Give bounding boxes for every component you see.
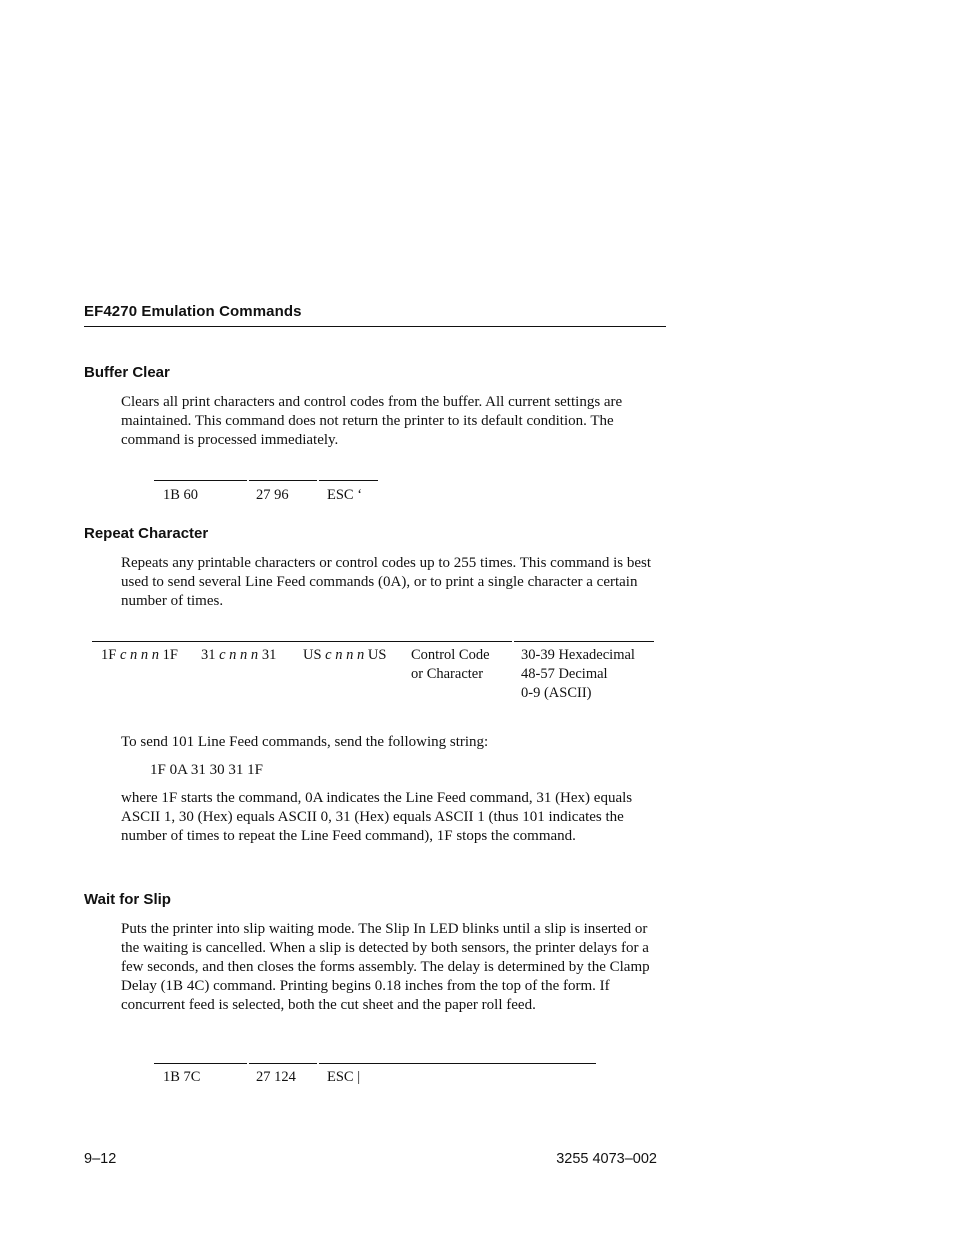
table-rule [514,641,654,642]
repeat-character-description: Repeats any printable characters or control codes up to 255 times. This command is best used to send several Line Feed commands (0A), or to print a single character a certain number of times. [121,555,652,609]
buffer-clear-code-table [154,480,378,510]
header-rule [84,326,666,327]
section-title-buffer-clear: Buffer Clear [84,364,170,381]
page-number: 9–12 [84,1151,117,1167]
example-explanation: where 1F starts the command, 0A indicates the Line Feed command, 31 (Hex) equals ASCII 1, 30 (Hex) equals ASCII 0, 31 (Hex) equals ASCII 1 (thus 101 indicates the number of times to repeat the Line Feed command), 1F stops the command. [121,790,633,844]
param-n-description: 30-39 Hexadecimal 48-57 Decimal 0-9 (ASCII) [521,647,635,701]
decimal-code: 27 124 [256,1069,296,1085]
hex-code: 1F c n n n 1F [101,647,178,663]
section-title-repeat-character: Repeat Character [84,525,209,542]
table-rule [154,480,247,481]
buffer-clear-description: Clears all print characters and control codes from the buffer. All current settings are maintained. This command does not return the printer to its default condition. The command is processed immediately. [121,394,623,448]
section-title-wait-for-slip: Wait for Slip [84,891,171,908]
document-number: 3255 4073–002 [556,1151,657,1167]
table-rule [154,1063,247,1064]
page-header-title: EF4270 Emulation Commands [84,303,302,320]
hex-code: 1B 60 [163,487,199,503]
wait-for-slip-code-table [154,1063,596,1093]
table-rule [319,480,378,481]
table-rule [249,480,317,481]
decimal-code: 31 c n n n 31 [201,647,277,663]
example-string: 1F 0A 31 30 31 1F [150,762,263,778]
repeat-character-code-table [92,641,654,707]
hex-code: 1B 7C [163,1069,201,1085]
ascii-code: US c n n n US [303,647,387,663]
decimal-code: 27 96 [256,487,289,503]
table-rule [249,1063,317,1064]
table-rule [92,641,512,642]
wait-for-slip-description: Puts the printer into slip waiting mode. The Slip In LED blinks until a slip is inserted or the waiting is cancelled. When a slip is detected by both sensors, the printer delays for a few seconds, and then closes the forms assembly. The delay is determined by the Clamp Delay (1B 4C) command. Printing begins 0.18 inches from the top of the form. If concurrent feed is selected, both the cut sheet and the paper roll feed. [121,921,650,1013]
param-c-description: Control Code or Character [411,647,490,682]
ascii-code: ESC | [327,1069,361,1085]
example-intro: To send 101 Line Feed commands, send the following string: [121,734,489,750]
ascii-code: ESC ‘ [327,487,363,503]
table-rule [319,1063,596,1064]
